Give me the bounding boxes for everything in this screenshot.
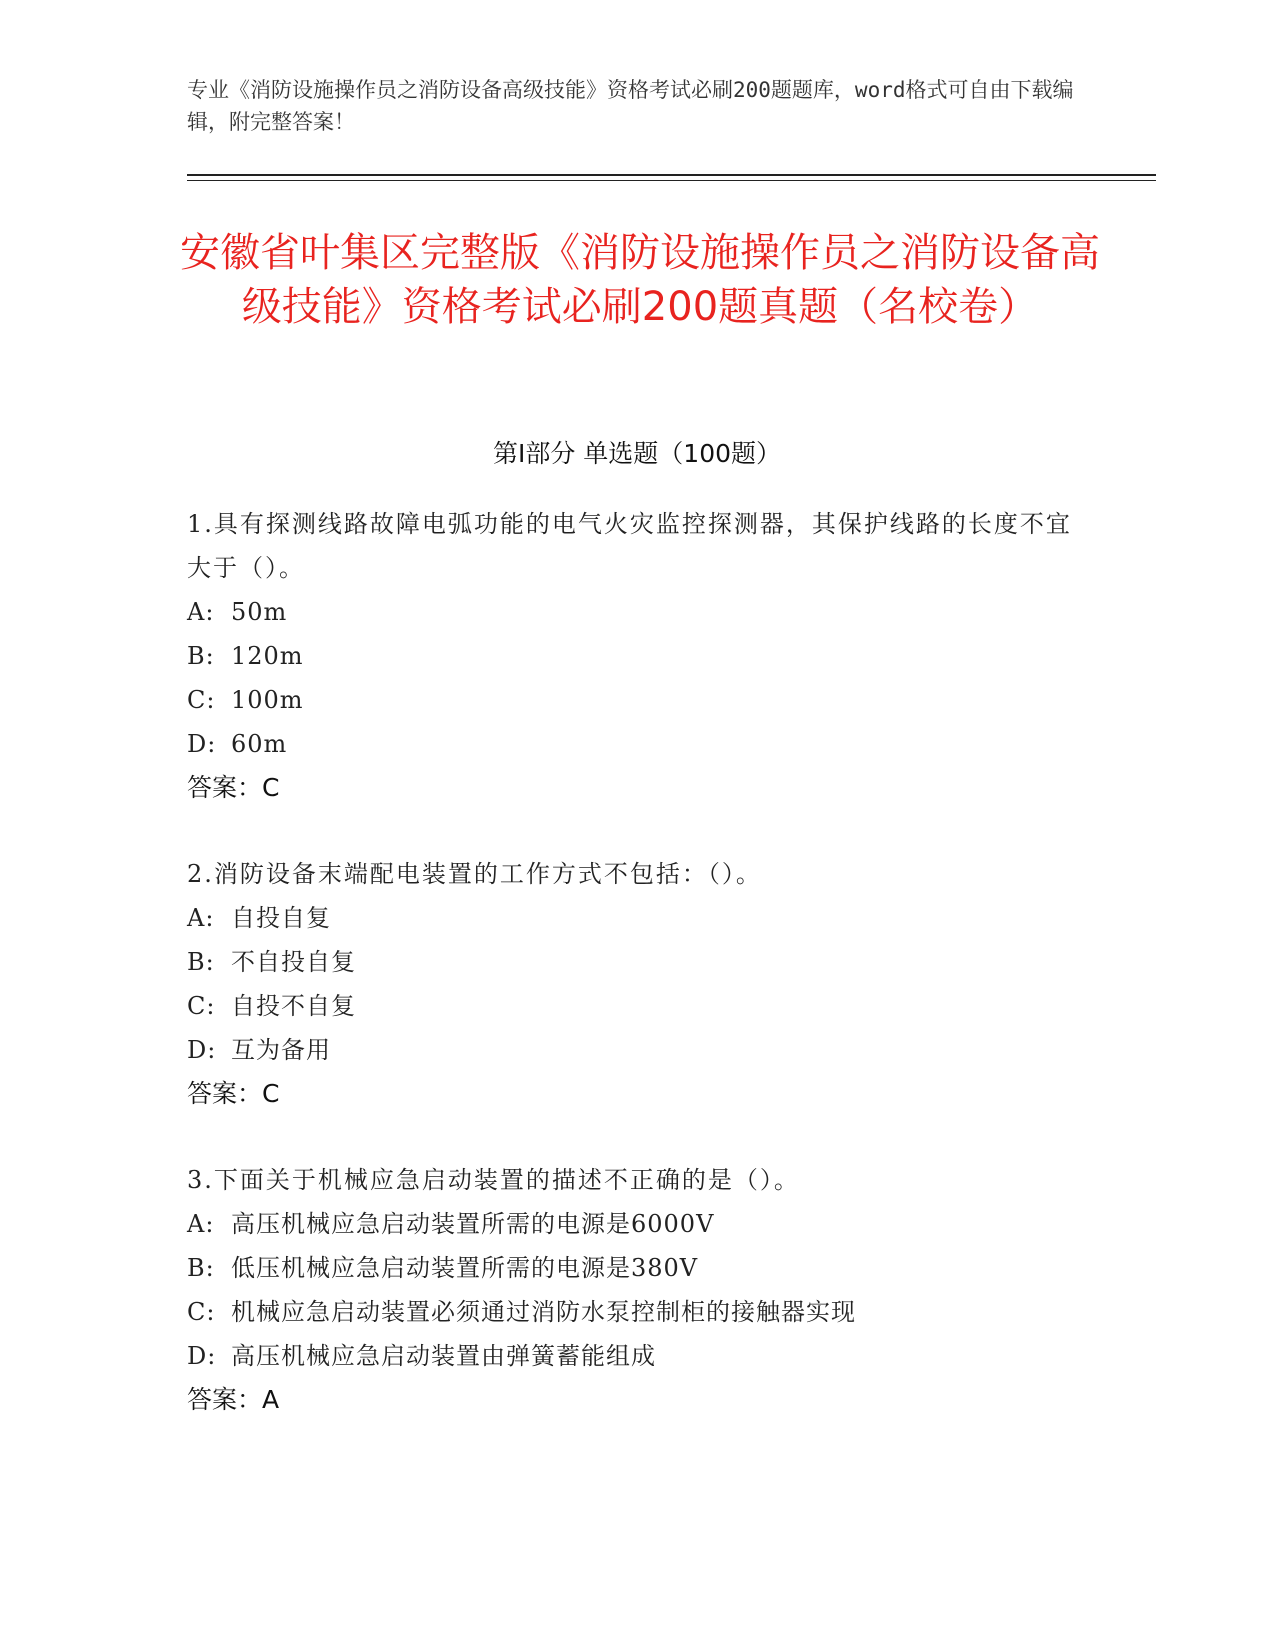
header-note: 专业《消防设施操作员之消防设备高级技能》资格考试必刷200题题库，word格式可自由下载编辑，附完整答案！ — [187, 78, 1074, 134]
option-a — [187, 590, 1087, 634]
header-divider-thick — [187, 174, 1156, 176]
option-b — [187, 1246, 1087, 1290]
option-d — [187, 1028, 1087, 1072]
option-text: 50m — [231, 598, 288, 626]
question-2 — [187, 852, 1087, 1116]
option-a — [187, 1202, 1087, 1246]
option-text: 120m — [231, 642, 304, 670]
option-c — [187, 678, 1087, 722]
option-c — [187, 1290, 1087, 1334]
option-text: 100m — [231, 686, 304, 714]
option-text: 自投不自复 — [231, 992, 356, 1020]
option-letter: A: — [187, 904, 215, 932]
option-letter: B: — [187, 948, 215, 976]
answer: 答案：A — [187, 1385, 280, 1414]
option-text: 机械应急启动装置必须通过消防水泵控制柜的接触器实现 — [231, 1298, 856, 1326]
option-d — [187, 722, 1087, 766]
option-b — [187, 634, 1087, 678]
option-letter: B: — [187, 1254, 215, 1282]
option-letter: D: — [187, 1036, 217, 1064]
answer: 答案：C — [187, 1079, 280, 1108]
option-text: 互为备用 — [231, 1036, 331, 1064]
question-3 — [187, 1158, 1087, 1422]
option-letter: D: — [187, 730, 217, 758]
option-text: 高压机械应急启动装置所需的电源是6000V — [231, 1210, 715, 1238]
option-letter: D: — [187, 1342, 217, 1370]
question-text: 2.消防设备末端配电装置的工作方式不包括：（）。 — [187, 860, 762, 888]
option-letter: A: — [187, 598, 215, 626]
option-letter: C: — [187, 686, 216, 714]
option-letter: B: — [187, 642, 215, 670]
option-text: 高压机械应急启动装置由弹簧蓄能组成 — [231, 1342, 656, 1370]
option-d — [187, 1334, 1087, 1378]
option-letter: C: — [187, 1298, 216, 1326]
document-title: 安徽省叶集区完整版《消防设施操作员之消防设备高级技能》资格考试必刷200题真题（名校卷） — [180, 230, 1100, 330]
option-text: 自投自复 — [231, 904, 331, 932]
option-text: 低压机械应急启动装置所需的电源是380V — [231, 1254, 699, 1282]
header-divider-thin — [187, 180, 1156, 181]
question-text: 3.下面关于机械应急启动装置的描述不正确的是（）。 — [187, 1166, 800, 1194]
option-text: 60m — [231, 730, 288, 758]
option-text: 不自投自复 — [231, 948, 356, 976]
option-b — [187, 940, 1087, 984]
answer: 答案：C — [187, 773, 280, 802]
option-letter: A: — [187, 1210, 215, 1238]
question-text: 1.具有探测线路故障电弧功能的电气火灾监控探测器，其保护线路的长度不宜大于（）。 — [187, 510, 1072, 582]
question-1 — [187, 502, 1087, 810]
option-a — [187, 896, 1087, 940]
option-letter: C: — [187, 992, 216, 1020]
option-c — [187, 984, 1087, 1028]
section-title: 第Ⅰ部分 单选题（100题） — [492, 439, 782, 468]
